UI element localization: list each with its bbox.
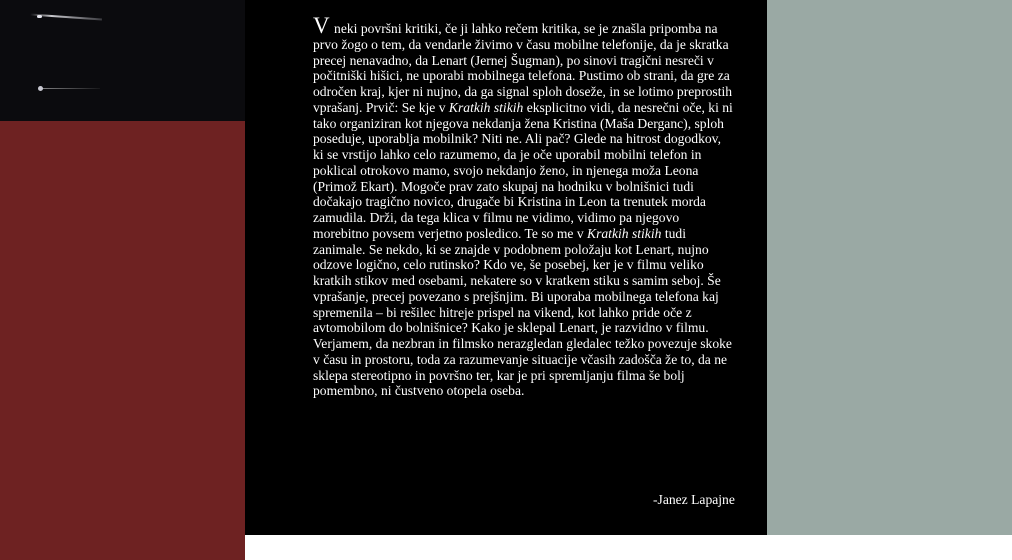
light-streak-reflection xyxy=(40,88,100,89)
author-signature: -Janez Lapajne xyxy=(653,492,735,507)
film-title-1: Kratkih stikih xyxy=(448,99,524,115)
review-article xyxy=(313,13,733,399)
article-text-3: tudi zanimale. Se nekdo, ki se znajde v podobnem položaju kot Lenart, nujno odzove logično, celo rutinsko? Kdo ve, še posebej, ker je v filmu veliko kratkih stikov med osebami, nekatere so v kratkem stiku s samim seboj. Še vprašanje, precej povezano s prejšnjim. Bi uporaba mobilnega telefona kaj spremenila – bi rešilec hitreje prispel na vikend, kot lahko pride oče z avtomobilom do bolnišnice? Kako je sklepal Lenart, je razvidno v filmu. Verjamem, da nezbran in filmsko nerazgledan gledalec težko povezuje skoke v času in prostoru, toda za razumevanje situacije včasih zadošča že to, da ne sklepa stereotipno in površno ter, kar je pri spremljanju filma še bolj pomembno, ni čustveno otopela oseba. xyxy=(313,225,732,399)
article-text-1: neki površni kritiki, če ji lahko rečem kritika, se je znašla pripomba na prvo žogo o tem, da vendarle živimo v času mobilne telefonije, da je skratka precej nenavadno, da Lenart (Jernej Šugman), po sinovi tragični nesreči v počitniški hišici, ne uporabi mobilnega telefona. Pustimo ob strani, da gre za odročen kraj, kjer ni nujno, da ga signal sploh doseže, in se lotimo preprostih vprašanj. Prvič: Se kje v xyxy=(313,21,733,115)
drop-cap: V xyxy=(313,13,330,38)
article-text-2: eksplicitno vidi, da nesrečni oče, ki ni tako organiziran kot njegova nekdanja žena Kristina (Maša Derganc), sploh poseduje, uporablja mobilnik? Niti ne. Ali pač? Glede na hitrost dogodkov, ki se vrstijo lahko celo razumemo, da je oče uporabil mobilni telefon in poklical otrokovo mamo, svojo nekdanjo ženo, in njenega moža Leona (Primož Ekart). Mogoče prav zato skupaj na hodniku v bolnišnici tudi dočakajo tragično novico, drugače bi Kristina in Leon ta trenutek morda zamudila. Drži, da tega klica v filmu ne vidimo, vidimo pa njegovo morebitno povsem verjetno posledico. Te so me v xyxy=(313,99,733,241)
light-point xyxy=(37,15,42,18)
light-point-reflection xyxy=(38,86,43,91)
red-side-panel xyxy=(0,121,245,560)
article-paragraph xyxy=(313,13,733,399)
film-still-photo xyxy=(0,0,245,121)
film-title-2: Kratkih stikih xyxy=(587,225,662,241)
gray-side-panel xyxy=(767,0,1012,535)
